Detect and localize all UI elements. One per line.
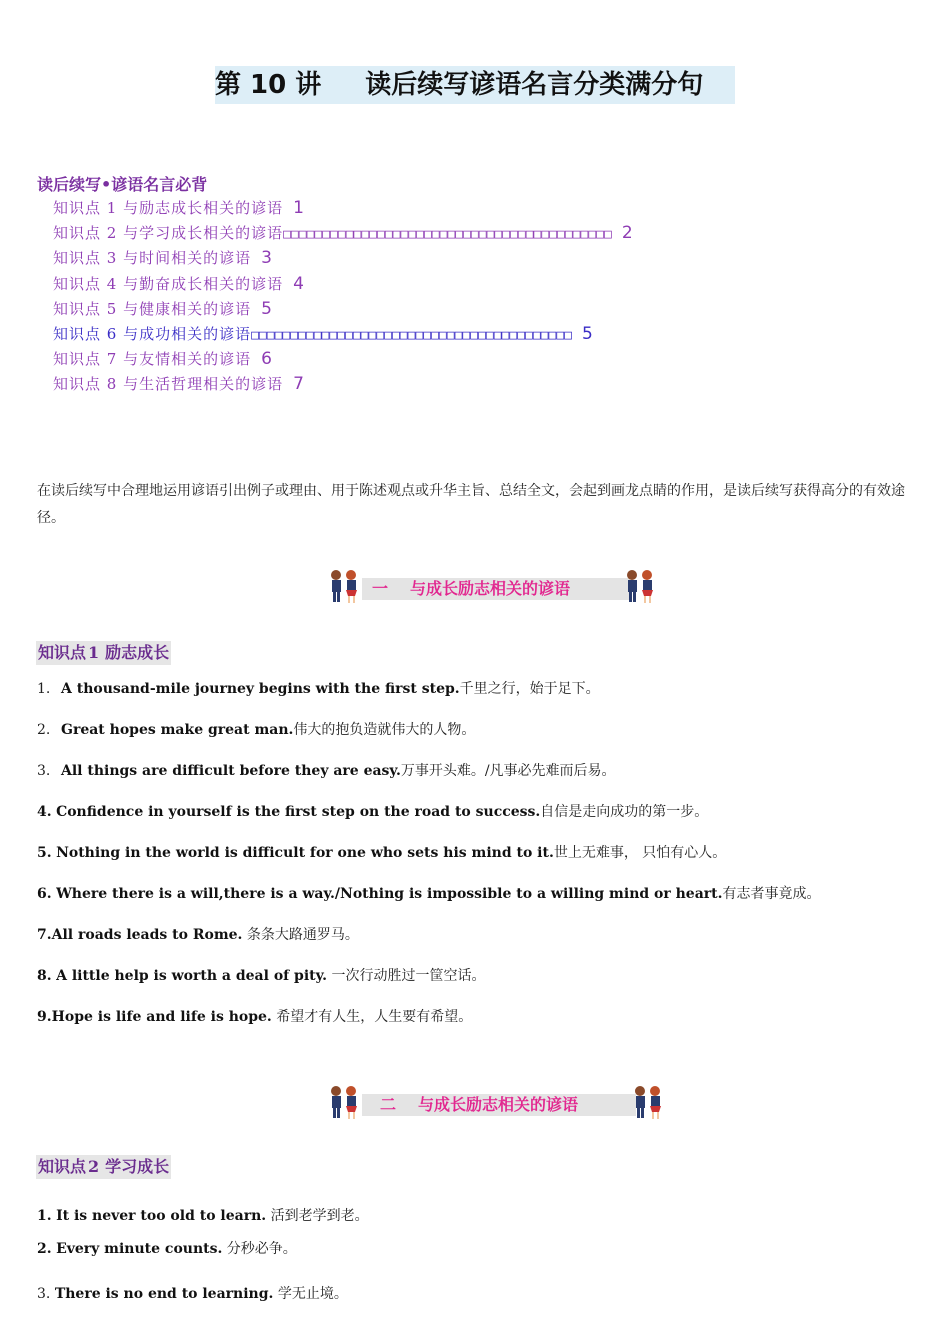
proverb-chinese: 希望才有人生，人生要有希望。	[271, 1009, 473, 1025]
proverb-item	[37, 720, 917, 740]
proverb-english: All things are difficult before they are easy.	[61, 763, 401, 779]
toc-item-label: 知识点 2 与学习成长相关的谚语	[53, 224, 284, 243]
section-banner	[326, 566, 686, 610]
children-illustration-icon	[630, 1082, 666, 1122]
intro-paragraph: 在读后续写中合理地运用谚语引出例子或理由、用于陈述观点或升华主旨、总结全文，会起到画龙点睛的作用，是读后续写获得高分的有效途径。	[37, 483, 905, 526]
toc-item-label: 知识点 7 与友情相关的谚语	[53, 350, 252, 369]
toc-item[interactable]	[53, 221, 933, 246]
proverb-english: Great hopes make great man.	[61, 722, 294, 738]
toc-item-page: 5	[261, 298, 273, 319]
toc-item-label: 知识点 3 与时间相关的谚语	[53, 249, 252, 268]
toc-item-label: 知识点 5 与健康相关的谚语	[53, 299, 252, 318]
section-banner	[326, 1082, 686, 1126]
toc-item[interactable]	[53, 347, 933, 372]
proverb-item	[37, 761, 917, 781]
toc-item-page: 4	[293, 273, 305, 294]
proverb-item	[37, 925, 917, 945]
knowledge-point-heading	[36, 1155, 171, 1179]
proverb-chinese: 学无止境。	[273, 1286, 348, 1302]
proverb-chinese: 世上无难事， 只怕有心人。	[553, 845, 727, 861]
proverb-chinese: 伟大的抱负造就伟大的人物。	[293, 722, 476, 738]
children-illustration-icon	[326, 1082, 362, 1122]
title-text: 读后续写谚语名言分类满分句	[365, 70, 704, 100]
proverb-item	[37, 1206, 917, 1226]
proverb-english: Where there is a will,there is a way./Nothing is impossible to a willing mind or heart.	[56, 886, 723, 902]
section-number: 二	[380, 1095, 397, 1114]
proverb-item	[37, 802, 917, 822]
toc-item-label: 知识点 6 与成功相关的谚语	[53, 324, 252, 343]
item-index: 4.	[37, 804, 52, 820]
kp-prefix: 知识点	[38, 643, 87, 662]
toc-item[interactable]	[53, 322, 933, 347]
proverb-item	[37, 679, 917, 699]
item-index: 1.	[37, 681, 51, 697]
proverb-english: Confidence in yourself is the first step on the road to success.	[56, 804, 541, 820]
children-illustration-icon	[622, 566, 658, 606]
proverb-chinese: 活到老学到老。	[266, 1208, 369, 1224]
item-index: 1.	[37, 1208, 52, 1224]
toc-item-page: 7	[293, 374, 305, 395]
toc-item-label: 知识点 4 与勤奋成长相关的谚语	[53, 274, 284, 293]
proverb-english: Nothing in the world is difficult for one who sets his mind to it.	[56, 845, 554, 861]
item-index: 2.	[37, 722, 51, 738]
section-banner-label	[362, 578, 630, 600]
section-title: 与成长励志相关的谚语	[410, 579, 571, 598]
proverb-item	[37, 1284, 917, 1304]
kp-title: 学习成长	[105, 1157, 170, 1176]
toc-item[interactable]	[53, 196, 933, 221]
proverb-item	[37, 966, 917, 986]
lecture-number: 第 10 讲	[215, 70, 322, 100]
toc-item-leader: □□□□□□□□□□□□□□□□□□□□□□□□□□□□□□□□□□□□□□□□□□	[283, 227, 612, 243]
toc-item[interactable]	[53, 272, 933, 297]
page-title	[215, 66, 735, 104]
proverb-english: A thousand-mile journey begins with the first step.	[61, 681, 460, 697]
proverb-english: A little help is worth a deal of pity.	[56, 968, 328, 984]
proverb-english: Every minute counts.	[56, 1241, 223, 1257]
toc-item-page: 3	[261, 248, 273, 269]
toc-item[interactable]	[53, 297, 933, 322]
proverb-chinese: 条条大路通罗马。	[242, 927, 359, 943]
kp-number: 2	[88, 1157, 100, 1176]
children-illustration-icon	[326, 566, 362, 606]
toc-item-leader: □□□□□□□□□□□□□□□□□□□□□□□□□□□□□□□□□□□□□□□□□	[251, 327, 572, 343]
table-of-contents	[53, 196, 933, 398]
item-index: 8.	[37, 968, 52, 984]
toc-item[interactable]	[53, 246, 933, 271]
proverb-chinese: 分秒必争。	[222, 1241, 297, 1257]
kp-number: 1	[88, 643, 100, 662]
proverb-chinese: 万事开头难。/凡事必先难而后易。	[400, 763, 616, 779]
toc-item-page: 2	[621, 223, 634, 244]
toc-item[interactable]	[53, 372, 933, 397]
proverb-item	[37, 884, 917, 904]
proverb-chinese: 有志者事竟成。	[722, 886, 821, 902]
proverb-item	[37, 1007, 917, 1027]
item-index: 7.	[37, 927, 52, 943]
proverb-english: It is never too old to learn.	[56, 1208, 267, 1224]
proverb-item	[37, 1239, 917, 1259]
section-title: 与成长励志相关的谚语	[418, 1095, 579, 1114]
proverb-english: There is no end to learning.	[54, 1286, 274, 1302]
toc-heading: 读后续写•谚语名言必背	[37, 175, 208, 194]
item-index: 9.	[37, 1009, 52, 1025]
item-index: 3.	[37, 763, 51, 779]
proverb-chinese: 千里之行，始于足下。	[459, 681, 600, 697]
proverb-english: Hope is life and life is hope.	[51, 1009, 272, 1025]
toc-item-page: 6	[261, 349, 273, 370]
proverb-english: All roads leads to Rome.	[51, 927, 243, 943]
toc-item-label: 知识点 1 与励志成长相关的谚语	[53, 199, 284, 217]
toc-item-page: 1	[293, 198, 305, 218]
knowledge-point-heading	[36, 641, 171, 665]
proverb-chinese: 一次行动胜过一筐空话。	[327, 968, 486, 984]
section-banner-label	[362, 1094, 636, 1116]
section-number: 一	[372, 579, 389, 598]
toc-item-label: 知识点 8 与生活哲理相关的谚语	[53, 375, 284, 394]
kp-prefix: 知识点	[38, 1157, 87, 1176]
item-index: 2.	[37, 1241, 52, 1257]
item-index: 6.	[37, 886, 52, 902]
item-index: 3.	[37, 1286, 51, 1302]
proverb-chinese: 自信是走向成功的第一步。	[540, 804, 709, 820]
item-index: 5.	[37, 845, 52, 861]
toc-item-page: 5	[582, 323, 594, 344]
proverb-item	[37, 843, 917, 863]
kp-title: 励志成长	[105, 643, 170, 662]
